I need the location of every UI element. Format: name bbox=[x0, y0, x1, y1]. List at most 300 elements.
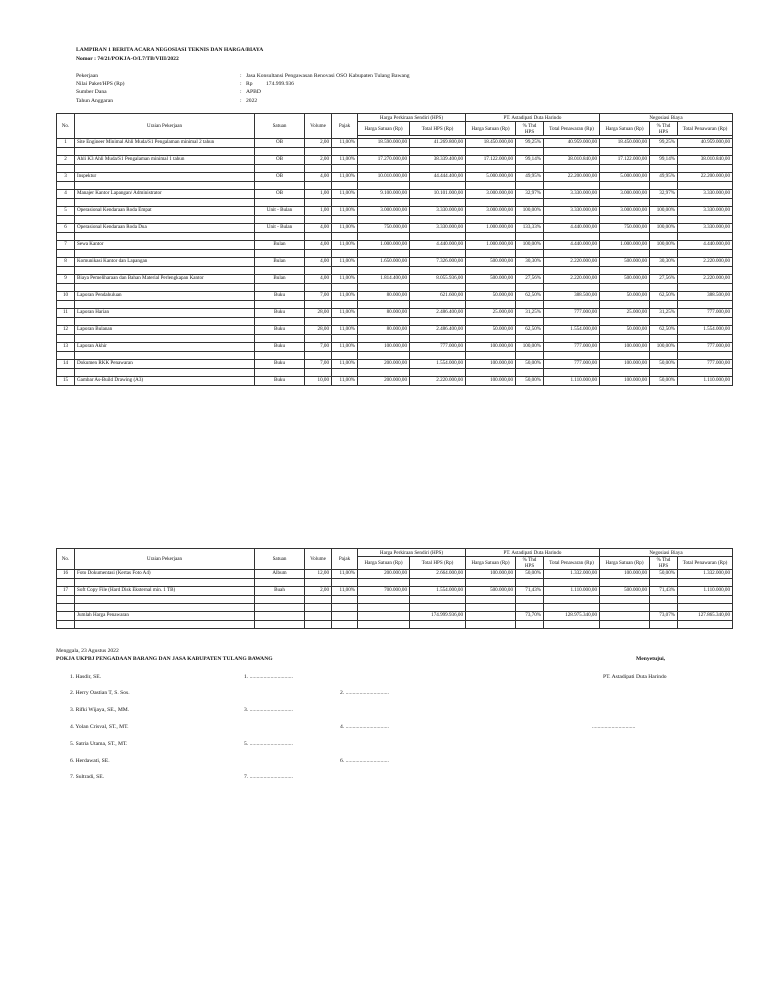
cell-no: 10 bbox=[57, 292, 75, 301]
cell-hps-total: 2.486.400,00 bbox=[410, 309, 466, 318]
table-row bbox=[57, 190, 733, 199]
document-number: Nomor : 74/21/POKJA-O/L7/TB/VIII/2022 bbox=[76, 56, 179, 62]
cell-volume: 4,00 bbox=[305, 275, 332, 284]
project-meta bbox=[76, 72, 410, 105]
cost-table-page1 bbox=[56, 113, 733, 386]
cell-uraian: Soft Copy File (Hard Disk Eksternal min. 1 TB) bbox=[75, 587, 255, 596]
cell-ng-total: 2.220.000,00 bbox=[678, 275, 733, 284]
cell-pajak: 11,00% bbox=[332, 156, 358, 165]
cell-ng-total: 40.959.000,00 bbox=[678, 139, 733, 148]
cell-ng-harga: 17.122.000,00 bbox=[600, 156, 650, 165]
cell-ph-pct: 31,25% bbox=[516, 309, 544, 318]
cell-ph-harga: 50.000,00 bbox=[466, 292, 516, 301]
member-signature-line: 2. ............................... bbox=[340, 690, 389, 696]
cell-ng-pct: 50,00% bbox=[650, 377, 678, 386]
cell-ph-pct: 30,30% bbox=[516, 258, 544, 267]
cell-ph-pct: 99,25% bbox=[516, 139, 544, 148]
table-row bbox=[57, 173, 733, 182]
cell-volume: 7,00 bbox=[305, 360, 332, 369]
cell-volume: 28,00 bbox=[305, 326, 332, 335]
cell-no: 13 bbox=[57, 343, 75, 352]
meta-row: Tahun Anggaran : 2022 bbox=[76, 97, 258, 104]
cell-satuan: Buku bbox=[255, 326, 305, 335]
col-uraian: Uraian Pekerjaan bbox=[75, 114, 255, 139]
cell-hps-total: 1.554.000,00 bbox=[410, 587, 466, 596]
col-ph-pct: % Thd HPS bbox=[516, 557, 544, 570]
cell-ng-total: 1.554.000,00 bbox=[678, 326, 733, 335]
member-signature-line: 3. ............................... bbox=[244, 707, 293, 713]
cell-hps-harga: 200.000,00 bbox=[358, 360, 410, 369]
cell-hps-harga: 3.000.000,00 bbox=[358, 207, 410, 216]
member-signature-line: 5. ............................... bbox=[244, 741, 293, 747]
table-row bbox=[57, 570, 733, 579]
cell-ph-pct: 100,00% bbox=[516, 343, 544, 352]
cell-hps-total: 38.339.400,00 bbox=[410, 156, 466, 165]
cell-ng-harga: 18.450.000,00 bbox=[600, 139, 650, 148]
cell-ph-total: 4.440.000,00 bbox=[544, 224, 600, 233]
cell-volume: 10,00 bbox=[305, 377, 332, 386]
cell-hps-harga: 1.650.000,00 bbox=[358, 258, 410, 267]
vendor-name: PT. Astadipati Duta Harindo bbox=[603, 674, 667, 680]
cell-volume: 2,00 bbox=[305, 156, 332, 165]
cell-hps-harga: 18.590.000,00 bbox=[358, 139, 410, 148]
table-row bbox=[57, 224, 733, 233]
table-row bbox=[57, 326, 733, 335]
cell-hps-total: 10.101.000,00 bbox=[410, 190, 466, 199]
member-name: 7. Sultradi, SE. bbox=[70, 774, 105, 780]
cell-ng-pct: 62,50% bbox=[650, 326, 678, 335]
cell-ng-total: 2.220.000,00 bbox=[678, 258, 733, 267]
cell-ng-harga: 5.000.000,00 bbox=[600, 173, 650, 182]
cell-hps-total: 621.600,00 bbox=[410, 292, 466, 301]
cell-ph-total: 3.330.000,00 bbox=[544, 207, 600, 216]
cell-ng-harga: 100.000,00 bbox=[600, 570, 650, 579]
cell-hps-harga: 700.000,00 bbox=[358, 587, 410, 596]
cell-ph-total: 1.332.000,00 bbox=[544, 570, 600, 579]
cell-no: 17 bbox=[57, 587, 75, 596]
cell-no: 6 bbox=[57, 224, 75, 233]
col-volume: Volume bbox=[305, 114, 332, 139]
cell-satuan: Buku bbox=[255, 309, 305, 318]
cell-ng-total: 777.000,00 bbox=[678, 360, 733, 369]
col-hps-total: Total HPS (Rp) bbox=[410, 122, 466, 136]
col-pajak: Pajak bbox=[332, 549, 358, 570]
member-name: 2. Herry Oastian T, S. Sos. bbox=[70, 690, 130, 696]
cell-ng-pct: 31,25% bbox=[650, 309, 678, 318]
col-hps-harga: Harga Satuan (Rp) bbox=[358, 122, 410, 136]
cell-ph-total: 388.500,00 bbox=[544, 292, 600, 301]
member-name: 1. Hasdir, SE. bbox=[70, 674, 102, 680]
cell-hps-total: 7.326.000,00 bbox=[410, 258, 466, 267]
member-signature-line: 7. ............................... bbox=[244, 774, 293, 780]
cell-uraian: Inspektur bbox=[75, 173, 255, 182]
col-ng-pct: % Thd HPS bbox=[650, 557, 678, 570]
total-nego-pct: 73,07% bbox=[650, 612, 678, 621]
cell-uraian: Ahli K3 Ahli Muda/S1 Pengalaman minimal 1 tahun bbox=[75, 156, 255, 165]
cell-hps-total: 2.220.000,00 bbox=[410, 377, 466, 386]
cell-hps-total: 8.055.936,00 bbox=[410, 275, 466, 284]
cell-pajak: 11,00% bbox=[332, 241, 358, 250]
cell-ph-total: 1.110.000,00 bbox=[544, 587, 600, 596]
cell-ph-total: 40.959.000,00 bbox=[544, 139, 600, 148]
table-row bbox=[57, 207, 733, 216]
cell-ng-harga: 50.000,00 bbox=[600, 326, 650, 335]
cell-satuan: OB bbox=[255, 190, 305, 199]
cell-ph-total: 38.010.840,00 bbox=[544, 156, 600, 165]
cell-pajak: 11,00% bbox=[332, 139, 358, 148]
cell-ph-pct: 62,50% bbox=[516, 326, 544, 335]
col-satuan: Satuan bbox=[255, 114, 305, 139]
cell-ph-harga: 500.000,00 bbox=[466, 258, 516, 267]
cell-ng-pct: 62,50% bbox=[650, 292, 678, 301]
cell-uraian: Gambar As-Build Drawing (A3) bbox=[75, 377, 255, 386]
cell-ng-harga: 1.000.000,00 bbox=[600, 241, 650, 250]
cell-hps-total: 1.554.000,00 bbox=[410, 360, 466, 369]
cell-volume: 1,00 bbox=[305, 190, 332, 199]
table-row bbox=[57, 139, 733, 148]
cell-ng-pct: 71,43% bbox=[650, 587, 678, 596]
cell-no: 9 bbox=[57, 275, 75, 284]
cell-ph-harga: 500.000,00 bbox=[466, 275, 516, 284]
total-vendor-pct: 73,70% bbox=[516, 612, 544, 621]
cell-ph-harga: 5.000.000,00 bbox=[466, 173, 516, 182]
cell-ng-harga: 500.000,00 bbox=[600, 258, 650, 267]
cell-no: 4 bbox=[57, 190, 75, 199]
cell-volume: 4,00 bbox=[305, 258, 332, 267]
cell-volume: 7,00 bbox=[305, 343, 332, 352]
col-ph-pct: % Thd HPS bbox=[516, 122, 544, 136]
cell-ng-total: 1.332.000,00 bbox=[678, 570, 733, 579]
col-no: No. bbox=[57, 549, 75, 570]
cell-ph-total: 1.554.000,00 bbox=[544, 326, 600, 335]
cell-ng-total: 388.500,00 bbox=[678, 292, 733, 301]
cell-ph-total: 22.200.000,00 bbox=[544, 173, 600, 182]
member-signature-line: 1. ............................... bbox=[244, 674, 293, 680]
table-row bbox=[57, 587, 733, 596]
member-signature-line: 4. ............................... bbox=[340, 724, 389, 730]
cell-ph-total: 777.000,00 bbox=[544, 343, 600, 352]
table-row bbox=[57, 241, 733, 250]
cell-pajak: 11,00% bbox=[332, 570, 358, 579]
col-ph-total: Total Penawaran (Rp) bbox=[544, 557, 600, 570]
cell-volume: 4,00 bbox=[305, 241, 332, 250]
cell-ng-total: 1.110.000,00 bbox=[678, 377, 733, 386]
cell-ph-pct: 32,97% bbox=[516, 190, 544, 199]
table-row bbox=[57, 343, 733, 352]
cell-uraian: Biaya Pemeliharaan dan Bahan Material Perlengkapan Kantor bbox=[75, 275, 255, 284]
cell-hps-total: 3.330.000,00 bbox=[410, 207, 466, 216]
col-ph-harga: Harga Satuan (Rp) bbox=[466, 122, 516, 136]
cell-no: 14 bbox=[57, 360, 75, 369]
vendor-signature-line: ............................... bbox=[592, 724, 636, 730]
cell-ng-total: 1.110.000,00 bbox=[678, 587, 733, 596]
cell-uraian: Laporan Pendahuluan bbox=[75, 292, 255, 301]
cell-ph-harga: 25.000,00 bbox=[466, 309, 516, 318]
cell-hps-total: 4.440.000,00 bbox=[410, 241, 466, 250]
table-row bbox=[57, 377, 733, 386]
col-ng-total: Total Penawaran (Rp) bbox=[678, 557, 733, 570]
cell-volume: 12,00 bbox=[305, 570, 332, 579]
cell-no: 1 bbox=[57, 139, 75, 148]
cell-volume: 1,00 bbox=[305, 207, 332, 216]
cell-hps-harga: 1.814.400,00 bbox=[358, 275, 410, 284]
cell-uraian: Laporan Harian bbox=[75, 309, 255, 318]
cell-no: 11 bbox=[57, 309, 75, 318]
cell-ph-total: 777.000,00 bbox=[544, 360, 600, 369]
cell-ng-pct: 100,00% bbox=[650, 224, 678, 233]
table-row bbox=[57, 309, 733, 318]
cell-hps-total: 44.444.400,00 bbox=[410, 173, 466, 182]
col-ng-harga: Harga Satuan (Rp) bbox=[600, 122, 650, 136]
cell-ph-total: 2.220.000,00 bbox=[544, 275, 600, 284]
total-row bbox=[57, 612, 733, 621]
cell-no: 15 bbox=[57, 377, 75, 386]
hps-group-header: Harga Perkiraan Sendiri (HPS) bbox=[358, 114, 466, 122]
cell-hps-total: 2.664.000,00 bbox=[410, 570, 466, 579]
cell-hps-harga: 10.010.000,00 bbox=[358, 173, 410, 182]
cell-satuan: Album bbox=[255, 570, 305, 579]
cell-pajak: 11,00% bbox=[332, 207, 358, 216]
cell-ph-harga: 1.000.000,00 bbox=[466, 241, 516, 250]
cell-ng-harga: 100.000,00 bbox=[600, 360, 650, 369]
table-row bbox=[57, 156, 733, 165]
cell-ng-harga: 25.000,00 bbox=[600, 309, 650, 318]
cell-pajak: 11,00% bbox=[332, 343, 358, 352]
cell-ng-pct: 49,95% bbox=[650, 173, 678, 182]
cell-ng-total: 22.200.000,00 bbox=[678, 173, 733, 182]
pokja-heading: POKJA UKPBJ PENGADAAN BARANG DAN JASA KABUPATEN TULANG BAWANG bbox=[56, 656, 273, 662]
cell-ng-harga: 750.000,00 bbox=[600, 224, 650, 233]
total-nego: 127.865.340,00 bbox=[678, 612, 733, 621]
cell-uraian: Komunikasi Kantor dan Lapangan bbox=[75, 258, 255, 267]
cell-ph-total: 1.110.000,00 bbox=[544, 377, 600, 386]
member-signature-line: 6. ............................... bbox=[340, 758, 389, 764]
cell-pajak: 11,00% bbox=[332, 224, 358, 233]
cell-uraian: Operasional Kendaraan Roda Dua bbox=[75, 224, 255, 233]
cell-uraian: Laporan Akhir bbox=[75, 343, 255, 352]
member-name: 3. Rifki Wijaya, SE., MM. bbox=[70, 707, 130, 713]
vendor-group-header: PT. Astadipati Duta Harindo bbox=[466, 114, 600, 122]
cell-satuan: Bulan bbox=[255, 241, 305, 250]
cell-satuan: Bulan bbox=[255, 275, 305, 284]
table-row bbox=[57, 360, 733, 369]
cell-ph-pct: 100,00% bbox=[516, 207, 544, 216]
table-row bbox=[57, 258, 733, 267]
cell-ph-harga: 100.000,00 bbox=[466, 360, 516, 369]
nego-group-header: Negosiasi Biaya bbox=[600, 549, 733, 557]
cell-satuan: Buah bbox=[255, 587, 305, 596]
cell-satuan: Buku bbox=[255, 360, 305, 369]
cell-ng-harga: 100.000,00 bbox=[600, 377, 650, 386]
cell-ph-harga: 50.000,00 bbox=[466, 326, 516, 335]
cell-pajak: 11,00% bbox=[332, 258, 358, 267]
cell-ng-total: 777.000,00 bbox=[678, 343, 733, 352]
cell-ng-pct: 32,97% bbox=[650, 190, 678, 199]
cell-hps-harga: 17.270.000,00 bbox=[358, 156, 410, 165]
cell-hps-total: 2.486.400,00 bbox=[410, 326, 466, 335]
col-ph-harga: Harga Satuan (Rp) bbox=[466, 557, 516, 570]
cell-ng-pct: 99,25% bbox=[650, 139, 678, 148]
cell-satuan: OB bbox=[255, 156, 305, 165]
cell-ph-pct: 133,33% bbox=[516, 224, 544, 233]
cell-hps-harga: 80.000,00 bbox=[358, 292, 410, 301]
cell-volume: 4,00 bbox=[305, 224, 332, 233]
signing-date: Menggala, 23 Agustus 2022 bbox=[56, 648, 119, 654]
cell-ng-total: 4.440.000,00 bbox=[678, 241, 733, 250]
cost-table-page2 bbox=[56, 548, 733, 629]
cell-ng-total: 3.330.000,00 bbox=[678, 224, 733, 233]
cell-ng-harga: 3.000.000,00 bbox=[600, 207, 650, 216]
cell-no: 3 bbox=[57, 173, 75, 182]
col-ng-total: Total Penawaran (Rp) bbox=[678, 122, 733, 136]
cell-ng-harga: 50.000,00 bbox=[600, 292, 650, 301]
cell-uraian: Laporan Bulanan bbox=[75, 326, 255, 335]
cell-no: 12 bbox=[57, 326, 75, 335]
cell-hps-total: 41.269.800,00 bbox=[410, 139, 466, 148]
cell-ng-harga: 500.000,00 bbox=[600, 587, 650, 596]
total-hps: 174.999.936,00 bbox=[410, 612, 466, 621]
cell-ph-pct: 49,95% bbox=[516, 173, 544, 182]
member-name: 4. Yolan Crisval, ST., MT. bbox=[70, 724, 129, 730]
col-no: No. bbox=[57, 114, 75, 139]
member-name: 5. Satria Utama, ST., MT. bbox=[70, 741, 128, 747]
cell-uraian: Operasional Kendaraan Roda Empat bbox=[75, 207, 255, 216]
cell-ph-pct: 99,14% bbox=[516, 156, 544, 165]
cell-uraian: Foto Dokumentasi (Kertas Foto A4) bbox=[75, 570, 255, 579]
cell-ph-pct: 100,00% bbox=[516, 241, 544, 250]
cell-ph-harga: 100.000,00 bbox=[466, 343, 516, 352]
col-hps-total: Total HPS (Rp) bbox=[410, 557, 466, 570]
cell-pajak: 11,00% bbox=[332, 309, 358, 318]
cell-no: 7 bbox=[57, 241, 75, 250]
meta-row: Nilai Paket/HPS (Rp) : Rp 174.999.936 bbox=[76, 81, 294, 88]
cell-ph-total: 2.220.000,00 bbox=[544, 258, 600, 267]
cell-hps-total: 777.000,00 bbox=[410, 343, 466, 352]
cell-ph-pct: 27,56% bbox=[516, 275, 544, 284]
cell-ng-pct: 50,00% bbox=[650, 360, 678, 369]
cell-ph-total: 4.440.000,00 bbox=[544, 241, 600, 250]
cell-ph-pct: 62,50% bbox=[516, 292, 544, 301]
cell-hps-harga: 750.000,00 bbox=[358, 224, 410, 233]
cell-ng-pct: 30,30% bbox=[650, 258, 678, 267]
col-ng-pct: % Thd HPS bbox=[650, 122, 678, 136]
nego-group-header: Negosiasi Biaya bbox=[600, 114, 733, 122]
cell-ph-harga: 100.000,00 bbox=[466, 377, 516, 386]
cell-ng-harga: 3.000.000,00 bbox=[600, 190, 650, 199]
approval-heading: Menyetujui, bbox=[636, 656, 666, 662]
vendor-group-header: PT. Astadipati Duta Harindo bbox=[466, 549, 600, 557]
cell-ph-harga: 3.000.000,00 bbox=[466, 207, 516, 216]
cell-uraian: Site Engineer Minimal Ahli Muda/S1 Pengalaman minimal 2 tahun bbox=[75, 139, 255, 148]
cell-satuan: Buku bbox=[255, 343, 305, 352]
cell-ng-harga: 100.000,00 bbox=[600, 343, 650, 352]
cell-hps-total: 3.330.000,00 bbox=[410, 224, 466, 233]
cell-ph-harga: 17.122.000,00 bbox=[466, 156, 516, 165]
col-ph-total: Total Penawaran (Rp) bbox=[544, 122, 600, 136]
cell-volume: 4,00 bbox=[305, 173, 332, 182]
cell-satuan: Unit - Bulan bbox=[255, 224, 305, 233]
cell-hps-harga: 200.000,00 bbox=[358, 570, 410, 579]
cell-ng-pct: 100,00% bbox=[650, 241, 678, 250]
cell-ng-pct: 50,00% bbox=[650, 570, 678, 579]
cell-no: 5 bbox=[57, 207, 75, 216]
cell-ph-harga: 500.000,00 bbox=[466, 587, 516, 596]
cell-pajak: 11,00% bbox=[332, 275, 358, 284]
cell-pajak: 11,00% bbox=[332, 326, 358, 335]
cell-pajak: 11,00% bbox=[332, 173, 358, 182]
meta-row: Sumber Dana : APBD bbox=[76, 89, 261, 96]
member-name: 6. Herdawati, SE. bbox=[70, 758, 110, 764]
cell-ph-total: 3.330.000,00 bbox=[544, 190, 600, 199]
cell-no: 16 bbox=[57, 570, 75, 579]
cell-uraian: Manajer Kantor Lapangan/ Administrator bbox=[75, 190, 255, 199]
cell-ph-harga: 1.000.000,00 bbox=[466, 224, 516, 233]
cell-pajak: 11,00% bbox=[332, 377, 358, 386]
col-ng-harga: Harga Satuan (Rp) bbox=[600, 557, 650, 570]
cell-ng-total: 3.330.000,00 bbox=[678, 190, 733, 199]
cell-ph-harga: 100.000,00 bbox=[466, 570, 516, 579]
cell-volume: 2,00 bbox=[305, 139, 332, 148]
cell-volume: 28,00 bbox=[305, 309, 332, 318]
cell-ph-pct: 50,00% bbox=[516, 360, 544, 369]
cell-ng-pct: 100,00% bbox=[650, 343, 678, 352]
hps-group-header: Harga Perkiraan Sendiri (HPS) bbox=[358, 549, 466, 557]
col-hps-harga: Harga Satuan (Rp) bbox=[358, 557, 410, 570]
cell-volume: 7,00 bbox=[305, 292, 332, 301]
cell-pajak: 11,00% bbox=[332, 360, 358, 369]
cell-ph-harga: 18.450.000,00 bbox=[466, 139, 516, 148]
cell-hps-harga: 1.000.000,00 bbox=[358, 241, 410, 250]
cell-hps-harga: 9.100.000,00 bbox=[358, 190, 410, 199]
col-volume: Volume bbox=[305, 549, 332, 570]
cell-satuan: OB bbox=[255, 173, 305, 182]
col-uraian: Uraian Pekerjaan bbox=[75, 549, 255, 570]
cell-ng-total: 38.010.840,00 bbox=[678, 156, 733, 165]
cell-ng-total: 3.330.000,00 bbox=[678, 207, 733, 216]
cell-hps-harga: 100.000,00 bbox=[358, 343, 410, 352]
cell-pajak: 11,00% bbox=[332, 587, 358, 596]
meta-row: Pekerjaan : Jasa Konsultansi Pengawasan Renovasi OSO Kabupaten Tulang Bawang bbox=[76, 73, 410, 79]
cell-satuan: Buku bbox=[255, 377, 305, 386]
total-label: Jumlah Harga Penawaran bbox=[75, 612, 255, 621]
cell-volume: 2,00 bbox=[305, 587, 332, 596]
cell-ng-pct: 99,14% bbox=[650, 156, 678, 165]
cell-hps-harga: 80.000,00 bbox=[358, 326, 410, 335]
cell-pajak: 11,00% bbox=[332, 190, 358, 199]
cell-ng-pct: 100,00% bbox=[650, 207, 678, 216]
document-title: LAMPIRAN 1 BERITA ACARA NEGOSIASI TEKNIS DAN HARGA/BIAYA bbox=[76, 47, 264, 53]
cell-ph-harga: 3.000.000,00 bbox=[466, 190, 516, 199]
cell-no: 2 bbox=[57, 156, 75, 165]
cell-satuan: Unit - Bulan bbox=[255, 207, 305, 216]
cell-hps-harga: 200.000,00 bbox=[358, 377, 410, 386]
col-satuan: Satuan bbox=[255, 549, 305, 570]
cell-satuan: OB bbox=[255, 139, 305, 148]
col-pajak: Pajak bbox=[332, 114, 358, 139]
cell-ng-harga: 500.000,00 bbox=[600, 275, 650, 284]
cell-ng-pct: 27,56% bbox=[650, 275, 678, 284]
cell-ph-pct: 71,43% bbox=[516, 587, 544, 596]
cell-uraian: Sewa Kantor bbox=[75, 241, 255, 250]
cell-no: 8 bbox=[57, 258, 75, 267]
cell-satuan: Buku bbox=[255, 292, 305, 301]
cell-ph-pct: 50,00% bbox=[516, 377, 544, 386]
cell-satuan: Bulan bbox=[255, 258, 305, 267]
cell-ng-total: 777.000,00 bbox=[678, 309, 733, 318]
cell-ph-total: 777.000,00 bbox=[544, 309, 600, 318]
cell-uraian: Dokumen RKK Penawaran bbox=[75, 360, 255, 369]
table-row bbox=[57, 275, 733, 284]
